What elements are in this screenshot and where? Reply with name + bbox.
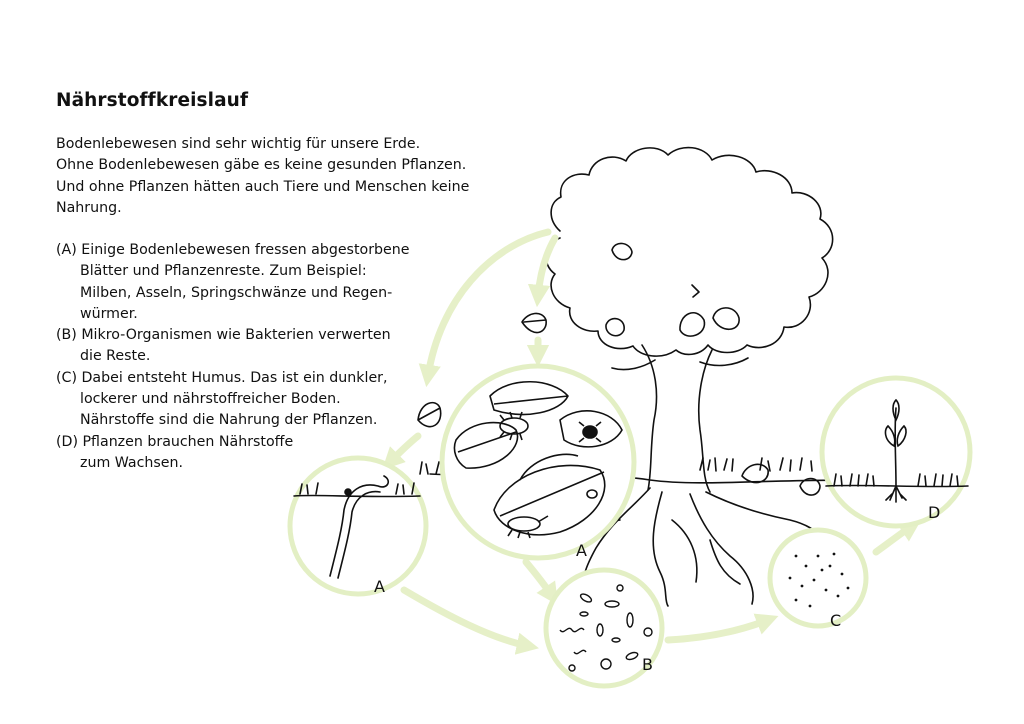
step-line: lockerer und nährstoffreicher Boden.: [80, 391, 341, 408]
intro-line: Und ohne Pflanzen hätten auch Tiere und Menschen keine: [56, 178, 470, 195]
intro-line: Ohne Bodenlebewesen gäbe es keine gesunden Pflanzen.: [56, 157, 467, 174]
humus-dot: [837, 595, 840, 598]
seedling-circle: [822, 378, 970, 526]
worm-circle: [290, 458, 426, 594]
humus-dot: [821, 569, 824, 572]
step-line: Nährstoffe sind die Nahrung der Pflanzen.: [80, 412, 378, 429]
label-a-leaves: A: [576, 541, 587, 560]
tree-root: [710, 540, 740, 584]
step-line: die Reste.: [80, 348, 151, 365]
mite-icon: [583, 426, 597, 438]
tree-root: [653, 492, 668, 606]
humus-dot: [829, 565, 832, 568]
leaf-icon: [418, 403, 441, 427]
tree-root: [672, 520, 697, 582]
page-title: Nährstoffkreislauf: [56, 90, 249, 111]
arrow-b-to-c: [668, 620, 768, 640]
humus-dot: [825, 589, 828, 592]
humus-circle: [770, 530, 866, 626]
step-line: (B) Mikro-Organismen wie Bakterien verwerten: [56, 327, 391, 344]
intro-line: Nahrung.: [56, 199, 122, 216]
label-b: B: [642, 655, 653, 674]
step-line: zum Wachsen.: [80, 454, 183, 471]
arrow-tree-to-leaves: [538, 238, 555, 296]
crown-hole: [612, 243, 632, 259]
humus-ring: [770, 530, 866, 626]
arrow-c-to-d: [876, 526, 912, 552]
humus-dot: [795, 599, 798, 602]
humus-dot: [809, 605, 812, 608]
humus-dot: [813, 579, 816, 582]
tree-root: [690, 494, 753, 604]
tree-crown: [546, 148, 833, 357]
worm-head: [345, 489, 351, 495]
arrow-a-to-b: [526, 562, 552, 596]
crown-hole: [713, 308, 739, 329]
humus-dot: [841, 573, 844, 576]
arrow-worm-to-b: [404, 590, 528, 646]
step-line: Milben, Asseln, Springschwänze und Regen-: [80, 284, 393, 301]
humus-dot: [833, 553, 836, 556]
intro-line: Bodenlebewesen sind sehr wichtig für unsere Erde.: [56, 136, 421, 152]
step-line: Blätter und Pflanzenreste. Zum Beispiel:: [80, 263, 367, 280]
label-c: C: [830, 611, 842, 630]
leaf-litter-circle: [442, 366, 634, 558]
leaf-icon: [742, 464, 768, 482]
step-line: (C) Dabei entsteht Humus. Das ist ein dunkler,: [56, 369, 388, 386]
worm-circle-ring: [290, 458, 426, 594]
label-a-worm: A: [374, 577, 385, 596]
arrow-tree-to-left: [428, 232, 548, 376]
tree-trunk-right: [699, 350, 712, 492]
humus-dot: [805, 565, 808, 568]
tree-trunk-left: [642, 345, 657, 490]
crown-hole: [692, 285, 699, 297]
humus-dot: [847, 587, 850, 590]
crown-hole: [680, 313, 705, 336]
step-line: (D) Pflanzen brauchen Nährstoffe: [56, 433, 294, 450]
leaf-icon: [522, 313, 546, 332]
humus-dot: [795, 555, 798, 558]
crown-hole: [606, 319, 624, 336]
trunk-branch: [612, 360, 655, 370]
humus-dot: [801, 585, 804, 588]
humus-dot: [789, 577, 792, 580]
label-d: D: [928, 503, 941, 522]
step-line: (A) Einige Bodenlebewesen fressen abgestorbene: [56, 242, 410, 258]
step-line: würmer.: [80, 305, 138, 322]
humus-dot: [817, 555, 820, 558]
arrow-leaf-to-worm: [390, 436, 418, 462]
